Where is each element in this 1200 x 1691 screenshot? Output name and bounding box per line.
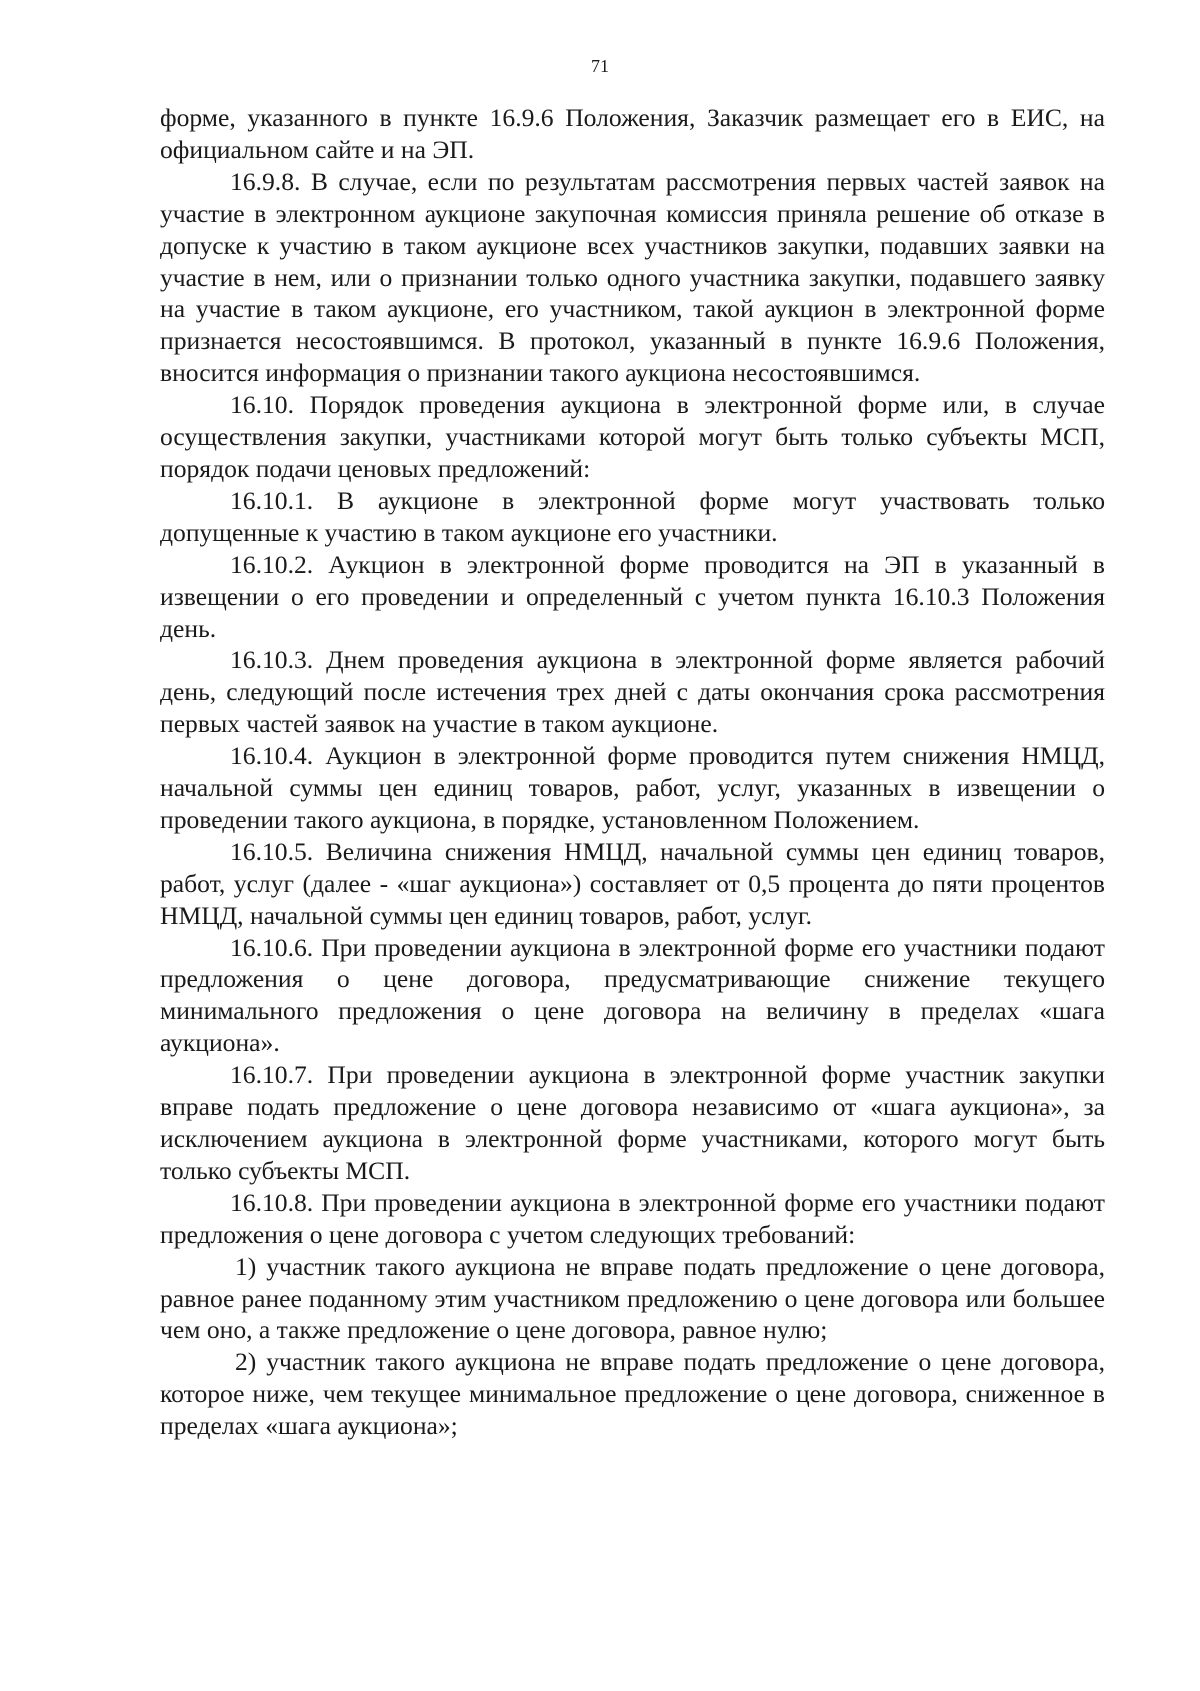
- paragraph-16-10-4: 16.10.4. Аукцион в электронной форме проводится путем снижения НМЦД, начальной суммы цен единиц товаров, работ, услуг, указанных в извещении о проведении такого аукциона, в порядке, установленном Положением.: [160, 741, 1105, 834]
- page-number: 71: [591, 56, 609, 76]
- list-item-2: 2) участник такого аукциона не вправе подать предложение о цене договора, которое ниже, чем текущее минимальное предложение о цене договора, сниженное в пределах «шага аукциона»;: [160, 1347, 1105, 1441]
- paragraph-16-10-1: 16.10.1. В аукционе в электронной форме могут участвовать только допущенные к участию в таком аукционе его участники.: [160, 485, 1105, 547]
- paragraph-16-9-8: 16.9.8. В случае, если по результатам рассмотрения первых частей заявок на участие в электронном аукционе закупочная комиссия приняла решение об отказе в допуске к участию в таком аукционе всех участников закупки, подавших заявки на участие в нем, или о признании только одного участника закупки, подавшего заявку на участие в таком аукционе, его участником, такой аукцион в электронной форме признается несостоявшимся. В протокол, указанный в пункте 16.9.6 Положения, вносится информация о признании такого аукциона несостоявшимся.: [160, 166, 1105, 388]
- paragraph-16-10-6: 16.10.6. При проведении аукциона в электронной форме его участники подают предложения о цене договора, предусматривающие снижение текущего минимального предложения о цене договора на величину в пределах «шага аукциона».: [160, 932, 1105, 1058]
- paragraph-16-10: 16.10. Порядок проведения аукциона в электронной форме или, в случае осуществления закупки, участниками которой могут быть только субъекты МСП, порядок подачи ценовых предложений:: [160, 390, 1105, 483]
- paragraph-16-10-7: 16.10.7. При проведении аукциона в электронной форме участник закупки вправе подать предложение о цене договора независимо от «шага аукциона», за исключением аукциона в электронной форме участниками, которого могут быть только субъекты МСП.: [160, 1060, 1105, 1185]
- paragraph-16-10-3: 16.10.3. Днем проведения аукциона в электронной форме является рабочий день, следующий после истечения трех дней с даты окончания срока рассмотрения первых частей заявок на участие в таком аукционе.: [160, 645, 1105, 739]
- document-body: [160, 102, 1105, 1442]
- paragraph-16-10-5: 16.10.5. Величина снижения НМЦД, начальной суммы цен единиц товаров, работ, услуг (далее - «шаг аукциона») составляет от 0,5 процента до пяти процентов НМЦД, начальной суммы цен единиц товаров, работ, услуг.: [160, 836, 1105, 930]
- paragraph-16-10-8: 16.10.8. При проведении аукциона в электронной форме его участники подают предложения о цене договора с учетом следующих требований:: [160, 1187, 1105, 1249]
- paragraph-continuation: форме, указанного в пункте 16.9.6 Положения, Заказчик размещает его в ЕИС, на официальном сайте и на ЭП.: [160, 103, 1105, 164]
- paragraph-16-10-2: 16.10.2. Аукцион в электронной форме проводится на ЭП в указанный в извещении о его проведении и определенный с учетом пункта 16.10.3 Положения день.: [160, 549, 1105, 643]
- list-item-1: 1) участник такого аукциона не вправе подать предложение о цене договора, равное ранее поданному этим участником предложению о цене договора или большее чем оно, а также предложение о цене договора, равное нулю;: [160, 1251, 1105, 1345]
